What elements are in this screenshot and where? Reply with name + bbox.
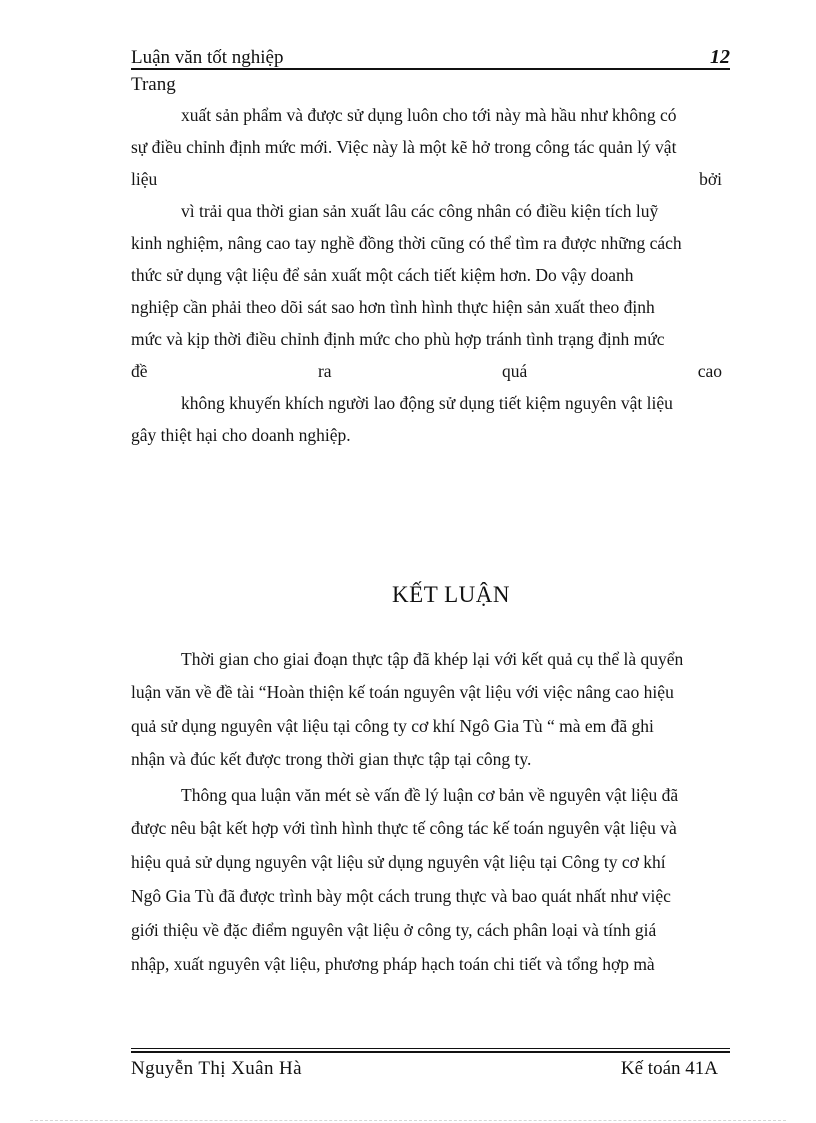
body-line: kinh nghiệm, nâng cao tay nghề đồng thời cũng có thể tìm ra được những cách bbox=[131, 233, 682, 253]
header-rule bbox=[131, 68, 730, 70]
body-line: thức sử dụng vật liệu để sản xuất một cách tiết kiệm hơn. Do vậy doanh bbox=[131, 265, 634, 285]
word: bởi bbox=[699, 169, 722, 189]
body-line: mức và kịp thời điều chỉnh định mức cho phù hợp tránh tình trạng định mức bbox=[131, 329, 665, 349]
footer-rule-top bbox=[131, 1048, 730, 1049]
body-line: nhập, xuất nguyên vật liệu, phương pháp hạch toán chi tiết và tổng hợp mà bbox=[131, 954, 655, 974]
body-line: luận văn về đề tài “Hoàn thiện kế toán nguyên vật liệu với việc nâng cao hiệu bbox=[131, 682, 674, 702]
body-line: Thời gian cho giai đoạn thực tập đã khép lại với kết quả cụ thể là quyển bbox=[181, 649, 684, 669]
body-line: giới thiệu về đặc điểm nguyên vật liệu ở công ty, cách phân loại và tính giá bbox=[131, 920, 657, 940]
word: liệu bbox=[131, 169, 158, 189]
body-line: hiệu quả sử dụng nguyên vật liệu sử dụng nguyên vật liệu tại Công ty cơ khí bbox=[131, 852, 666, 872]
trang-label: Trang bbox=[131, 74, 176, 95]
body-line: Ngô Gia Tù đã được trình bày một cách trung thực và bao quát nhất như việc bbox=[131, 886, 671, 906]
body-line-justified bbox=[131, 168, 722, 190]
body-line-justified bbox=[131, 360, 722, 382]
footer-rule-bottom bbox=[131, 1051, 730, 1053]
body-line: sự điều chỉnh định mức mới. Việc này là một kẽ hở trong công tác quản lý vật bbox=[131, 137, 677, 157]
body-line: nhận và đúc kết được trong thời gian thực tập tại công ty. bbox=[131, 749, 532, 769]
header-bar bbox=[131, 47, 730, 69]
body-line: gây thiệt hại cho doanh nghiệp. bbox=[131, 425, 351, 445]
word: đề bbox=[131, 361, 148, 381]
header-title: Luận văn tốt nghiệp bbox=[131, 47, 284, 68]
body-line: không khuyến khích người lao động sử dụng tiết kiệm nguyên vật liệu bbox=[181, 393, 673, 413]
page-number: 12 bbox=[710, 46, 730, 68]
word: quá bbox=[501, 361, 528, 381]
body-line: được nêu bật kết hợp với tình hình thực tế công tác kế toán nguyên vật liệu và bbox=[131, 818, 677, 838]
page-edge-divider bbox=[30, 1120, 786, 1121]
word: ra bbox=[317, 361, 332, 381]
footer-author: Nguyễn Thị Xuân Hà bbox=[131, 1058, 302, 1079]
body-line: quả sử dụng nguyên vật liệu tại công ty cơ khí Ngô Gia Tù “ mà em đã ghi bbox=[131, 716, 654, 736]
body-line: xuất sản phẩm và được sử dụng luôn cho tới này mà hầu như không có bbox=[181, 105, 677, 125]
body-line: Thông qua luận văn mét sè vấn đề lý luận cơ bản về nguyên vật liệu đã bbox=[181, 785, 679, 805]
section-heading: KẾT LUẬN bbox=[392, 582, 510, 607]
body-line: nghiệp cần phải theo dõi sát sao hơn tình hình thực hiện sản xuất theo định bbox=[131, 297, 655, 317]
body-line: vì trải qua thời gian sản xuất lâu các công nhân có điều kiện tích luỹ bbox=[181, 201, 659, 221]
word: cao bbox=[697, 361, 722, 381]
footer-class: Kế toán 41A bbox=[620, 1058, 718, 1079]
